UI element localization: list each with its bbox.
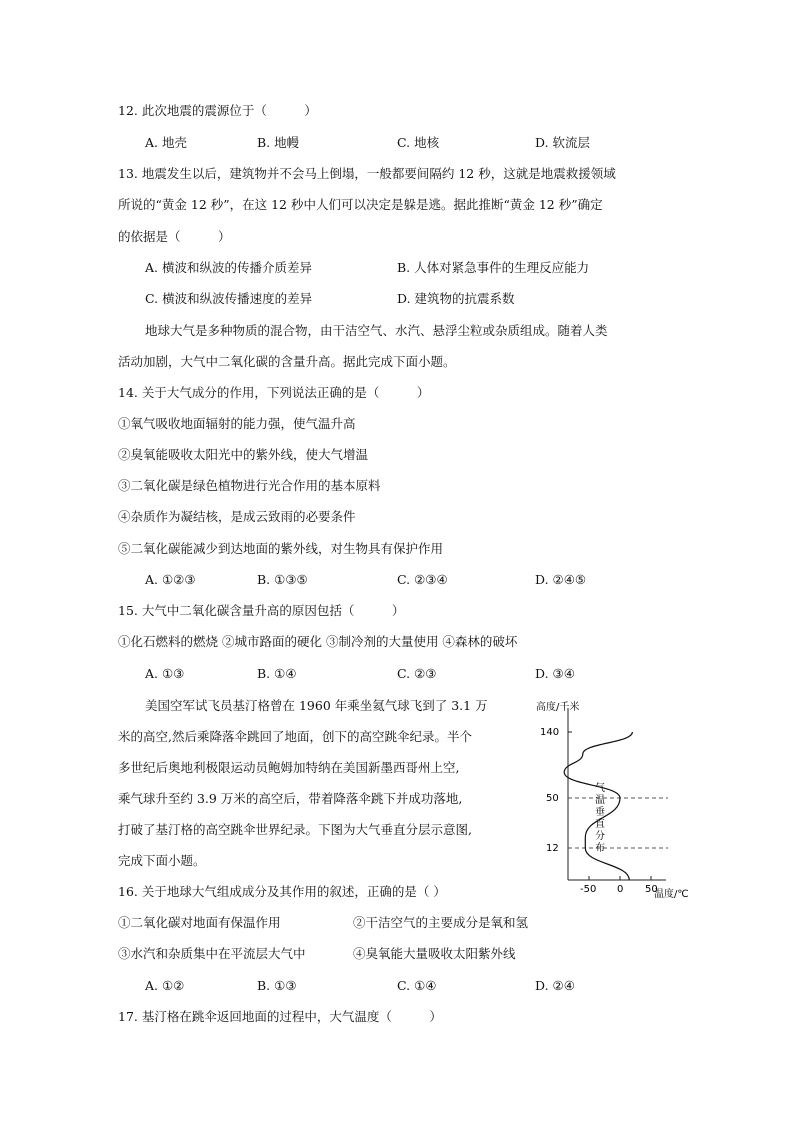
q16-statement-2: ②干洁空气的主要成分是氧和氢 (353, 915, 529, 930)
q14-statement-4: ④杂质作为凝结核，是成云致雨的必要条件 (118, 509, 356, 524)
x-tick-50: 50 (645, 884, 658, 895)
q12-option-d[interactable]: D. 软流层 (535, 135, 591, 150)
curve-label-char-3: 垂 (595, 807, 605, 818)
y-axis-label: 高度/千米 (536, 702, 580, 713)
q13-stem-line-2: 所说的“黄金 12 秒”，在这 12 秒中人们可以决定是躲是逃。据此推断“黄金 12 秒”确定 (118, 197, 603, 212)
curve-label-char-1: 气 (595, 783, 605, 794)
passage-2-line-2: 米的高空,然后乘降落伞跳回了地面，创下的高空跳伞纪录。半个 (118, 729, 472, 744)
x-tick-minus50: -50 (580, 884, 597, 895)
q12-option-a[interactable]: A. 地壳 (145, 135, 187, 150)
curve-label-char-6: 布 (595, 843, 605, 854)
q16-option-b[interactable]: B. ①③ (257, 978, 297, 993)
y-tick-12: 12 (546, 843, 559, 854)
q13-stem-line-1: 13. 地震发生以后，建筑物并不会马上倒塌，一般都要间隔约 12 秒，这就是地震救援领域 (118, 166, 616, 181)
passage-1-line-1: 地球大气是多种物质的混合物，由干洁空气、水汽、悬浮尘粒或杂质组成。随着人类 (145, 323, 608, 338)
x-axis-label: 温度/℃ (654, 889, 689, 900)
q12-stem: 12. 此次地震的震源位于（ ） (118, 103, 317, 118)
q15-option-a[interactable]: A. ①③ (145, 666, 185, 681)
q16-statement-4: ④臭氧能大量吸收太阳紫外线 (353, 946, 516, 961)
q12-option-b[interactable]: B. 地幔 (257, 135, 300, 150)
curve-label-char-5: 分 (595, 831, 605, 842)
q16-statement-1: ①二氧化碳对地面有保温作用 (118, 915, 281, 930)
q14-option-d[interactable]: D. ②④⑤ (535, 572, 587, 587)
q14-option-a[interactable]: A. ①②③ (145, 572, 196, 587)
q13-option-b[interactable]: B. 人体对紧急事件的生理反应能力 (397, 260, 590, 275)
q15-option-b[interactable]: B. ①④ (257, 666, 297, 681)
q14-statement-3: ③二氧化碳是绿色植物进行光合作用的基本原料 (118, 478, 381, 493)
curve-label-char-4: 直 (595, 819, 605, 830)
passage-1-line-2: 活动加剧，大气中二氧化碳的含量升高。据此完成下面小题。 (118, 354, 456, 369)
passage-2-line-1: 美国空军试飞员基汀格曾在 1960 年乘坐氦气球飞到了 3.1 万 (145, 698, 488, 713)
q12-option-c[interactable]: C. 地核 (397, 135, 440, 150)
passage-2-line-3: 多世纪后奥地利极限运动员鲍姆加特纳在美国新墨西哥州上空, (118, 760, 460, 775)
q14-statement-1: ①氧气吸收地面辐射的能力强，使气温升高 (118, 416, 356, 431)
q15-option-d[interactable]: D. ③④ (535, 666, 575, 681)
x-tick-0: 0 (617, 884, 624, 895)
q13-option-d[interactable]: D. 建筑物的抗震系数 (397, 291, 515, 306)
q15-stem: 15. 大气中二氧化碳含量升高的原因包括（ ） (118, 603, 405, 618)
temperature-curve (564, 732, 632, 880)
passage-2-line-4: 乘气球升至约 3.9 万米的高空后，带着降落伞跳下并成功落地, (118, 791, 463, 806)
q16-option-a[interactable]: A. ①② (145, 978, 185, 993)
q16-option-d[interactable]: D. ②④ (535, 978, 575, 993)
q15-statements: ①化石燃料的燃烧 ②城市路面的硬化 ③制冷剂的大量使用 ④森林的破坏 (118, 634, 518, 649)
q13-option-a[interactable]: A. 横波和纵波的传播介质差异 (145, 260, 312, 275)
q14-stem: 14. 关于大气成分的作用，下列说法正确的是（ ） (118, 385, 430, 400)
q16-stem: 16. 关于地球大气组成成分及其作用的叙述，正确的是（ ） (118, 884, 446, 899)
q13-option-c[interactable]: C. 横波和纵波传播速度的差异 (145, 291, 313, 306)
q16-option-c[interactable]: C. ①④ (397, 978, 437, 993)
passage-2-line-5: 打破了基汀格的高空跳伞世界纪录。下图为大气垂直分层示意图, (118, 822, 472, 837)
y-tick-140: 140 (540, 727, 560, 738)
passage-2-line-6: 完成下面小题。 (118, 853, 206, 868)
q13-stem-line-3: 的依据是（ ） (118, 229, 231, 244)
q17-stem: 17. 基汀格在跳伞返回地面的过程中，大气温度（ ） (118, 1009, 442, 1024)
q14-statement-2: ②臭氧能吸收太阳光中的紫外线，使大气增温 (118, 447, 369, 462)
q16-statement-3: ③水汽和杂质集中在平流层大气中 (118, 946, 306, 961)
atmosphere-vertical-layer-chart (528, 696, 698, 906)
y-tick-50: 50 (546, 793, 559, 804)
q14-option-c[interactable]: C. ②③④ (397, 572, 448, 587)
q15-option-c[interactable]: C. ②③ (397, 666, 437, 681)
q14-option-b[interactable]: B. ①③⑤ (257, 572, 308, 587)
q14-statement-5: ⑤二氧化碳能减少到达地面的紫外线，对生物具有保护作用 (118, 541, 444, 556)
curve-label-char-2: 温 (595, 795, 605, 806)
